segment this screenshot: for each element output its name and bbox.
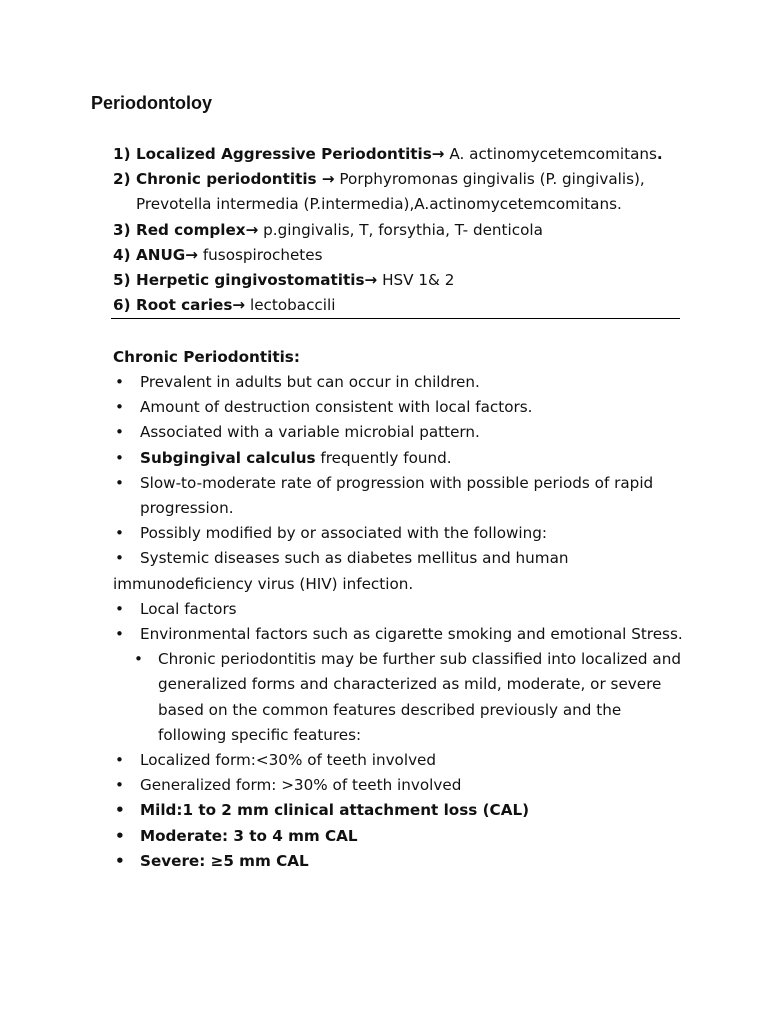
- list-item: [113, 395, 683, 420]
- list-item: [113, 167, 681, 217]
- bullet-icon: •: [115, 473, 124, 492]
- item-text: A. actinomycetemcomitans: [444, 145, 657, 163]
- list-item: [113, 446, 683, 471]
- arrow-icon: →: [245, 220, 259, 239]
- list-item: [113, 748, 683, 773]
- list-item: [113, 597, 683, 622]
- item-text: Associated with a variable microbial pattern.: [140, 423, 480, 442]
- list-item: [113, 622, 683, 647]
- bullet-icon: •: [115, 599, 124, 618]
- item-text: Generalized form: >30% of teeth involved: [140, 776, 462, 795]
- item-number: 6): [113, 296, 131, 315]
- item-text: Systemic diseases such as diabetes mellitus and human immunodeficiency virus (HIV) infection.: [113, 549, 569, 593]
- list-item: [113, 521, 683, 546]
- item-text: Possibly modified by or associated with the following:: [140, 524, 548, 543]
- item-text: Mild:1 to 2 mm clinical attachment loss (CAL): [140, 801, 530, 820]
- list-item: [113, 647, 683, 748]
- bullet-icon: •: [134, 650, 143, 669]
- bullet-icon: •: [115, 373, 124, 391]
- list-item: [113, 420, 683, 445]
- item-text: Amount of destruction consistent with local factors.: [140, 398, 533, 417]
- item-trail: .: [656, 145, 663, 163]
- item-text: frequently found.: [315, 448, 452, 467]
- item-text: Environmental factors such as cigarette smoking and emotional Stress.: [140, 625, 683, 644]
- bullet-icon: •: [115, 398, 124, 417]
- item-text: HSV 1& 2: [377, 271, 455, 290]
- bullet-icon: •: [115, 801, 125, 820]
- list-item: [113, 293, 681, 318]
- list-item: [113, 218, 681, 243]
- item-number: 1): [113, 145, 131, 163]
- bullet-icon: •: [115, 826, 125, 845]
- list-item: [113, 773, 683, 798]
- item-text: fusospirochetes: [198, 245, 323, 264]
- item-text: lectobaccili: [245, 296, 336, 315]
- arrow-icon: →: [364, 271, 378, 290]
- item-number: 3): [113, 220, 131, 239]
- list-item: [113, 243, 681, 268]
- arrow-icon: →: [185, 245, 198, 264]
- item-number: 5): [113, 271, 131, 290]
- item-text: Chronic periodontitis may be further sub classified into localized and generalized forms and characterized as mild, moderate, or severe based on the common features described previously and the following specific features:: [158, 650, 681, 744]
- list-item: [113, 798, 683, 823]
- cause-list: [113, 142, 681, 318]
- item-term: Chronic periodontitis: [136, 170, 317, 189]
- item-term: ANUG: [136, 245, 186, 264]
- list-item: [113, 268, 681, 293]
- features-list: [113, 370, 683, 874]
- item-text: Prevalent in adults but can occur in children.: [140, 373, 480, 391]
- list-item: [113, 142, 681, 167]
- list-item: [113, 471, 683, 521]
- item-text: Severe: ≥5 mm CAL: [140, 851, 309, 870]
- page-title: Periodontoloy: [91, 93, 212, 113]
- item-text: Porphyromonas gingivalis (P. gingivalis), Prevotella intermedia (P.intermedia),A.actinomycetemcomitans.: [136, 170, 645, 214]
- item-term: Localized Aggressive Periodontitis: [136, 145, 432, 163]
- item-text: Slow-to-moderate rate of progression with possible periods of rapid progression.: [140, 473, 654, 518]
- arrow-icon: →: [232, 296, 246, 315]
- bullet-icon: •: [115, 549, 124, 568]
- list-item: [113, 546, 683, 596]
- item-number: 2): [113, 170, 131, 189]
- section-heading: Chronic Periodontitis:: [113, 348, 300, 366]
- item-text: p.gingivalis, T, forsythia, T- denticola: [258, 220, 543, 239]
- item-text: Localized form:<30% of teeth involved: [140, 751, 437, 770]
- bullet-icon: •: [115, 751, 124, 770]
- list-item: [113, 370, 683, 395]
- item-number: 4): [113, 245, 131, 264]
- list-item: [113, 824, 683, 849]
- bullet-icon: •: [115, 776, 124, 795]
- item-term: Red complex: [136, 220, 246, 239]
- item-text: Moderate: 3 to 4 mm CAL: [140, 826, 358, 845]
- item-bold-text: Subgingival calculus: [140, 448, 316, 467]
- bullet-icon: •: [115, 524, 124, 543]
- list-item: [113, 849, 683, 874]
- bullet-icon: •: [115, 423, 124, 442]
- arrow-icon: →: [316, 170, 335, 189]
- horizontal-divider: [111, 318, 680, 319]
- item-text: Local factors: [140, 599, 237, 618]
- item-term: Root caries: [136, 296, 233, 315]
- item-term: Herpetic gingivostomatitis: [136, 271, 365, 290]
- arrow-icon: →: [431, 145, 445, 163]
- bullet-icon: •: [115, 851, 125, 870]
- bullet-icon: •: [115, 448, 124, 467]
- bullet-icon: •: [115, 625, 124, 644]
